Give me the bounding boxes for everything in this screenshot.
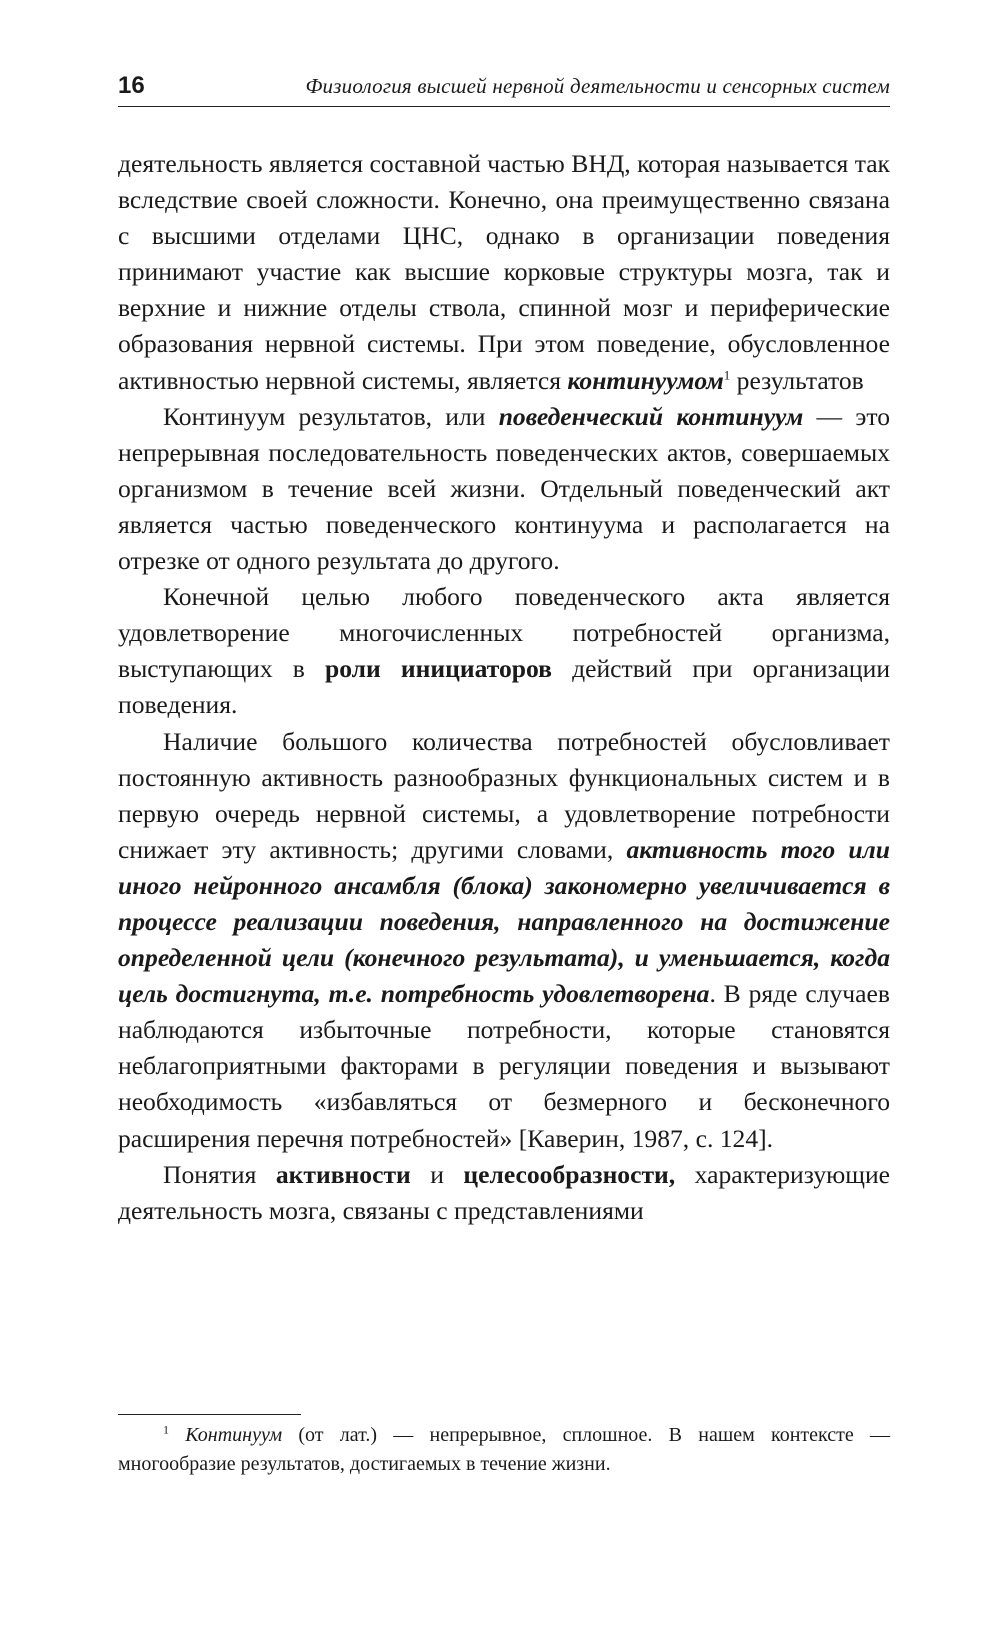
paragraph-3-tail: действий при организации поведения. — [118, 654, 891, 720]
paragraph-3-lead: Конечной целью любого поведенческого акта является удовлетворение многочисленных потребностей организма, выступающих в — [118, 582, 890, 684]
paragraph-1-text: деятельность является составной частью ВНД, которая называется так вследствие своей сложности. Конечно, она преимущественно связана с высшими отделами ЦНС, однако в организации поведения принимают участие как высшие корковые структуры мозга, так и верхние и нижние отделы ствола, спинной мозг и периферические образования нервной системы. При этом поведение, обусловленное активностью нервной системы, является — [118, 149, 890, 395]
paragraph-2 — [118, 399, 890, 579]
paragraph-2-lead: Континуум результатов, или — [163, 401, 499, 431]
paragraph-1-tail: результатов — [730, 365, 864, 395]
footnote-marker: 1 — [163, 1422, 169, 1437]
term-behavioral-continuum: поведенческий континуум — [498, 401, 804, 431]
paragraph-2-text: — это непрерывная последовательность поведенческих актов, совершаемых организмом в течение всей жизни. Отдельный поведенческий акт является частью поведенческого континуума и располагается на отрезке от одного результата до другого. — [118, 401, 891, 576]
footnote-text: (от лат.) — непрерывное, сплошное. В нашем контексте — многообразие результатов, достигаемых в течение жизни. — [118, 1424, 890, 1475]
paragraph-5 — [118, 1157, 890, 1229]
paragraph-5-tail: характеризующие деятельность мозга, связаны с представлениями — [118, 1159, 890, 1225]
paragraph-4-lead: Наличие большого количества потребностей обусловливает постоянную активность разнообразных функциональных систем и в первую очередь нервной системы, а удовлетворение потребности снижает эту активность; другими словами, — [118, 726, 890, 864]
term-activity: активности — [275, 1159, 411, 1189]
footnote — [118, 1421, 890, 1479]
footnote-reference[interactable]: 1 — [723, 367, 731, 383]
paragraph-4-emphasis: активность того или иного нейронного ансамбля (блока) закономерно увеличивается в процессе реализации поведения, направленного на достижение определенной цели (конечного результата), и уменьшается, когда цель достигнута, т.е. потребность удовлетворена — [118, 834, 890, 1009]
paragraph-3 — [118, 579, 890, 723]
paragraph-5-mid: и — [410, 1159, 464, 1189]
page-header — [118, 66, 890, 107]
footnote-term: Континуум — [185, 1424, 283, 1446]
paragraph-4 — [118, 724, 890, 1157]
main-text — [118, 146, 890, 1229]
paragraph-5-lead: Понятия — [163, 1159, 276, 1189]
term-continuum: континуумом — [567, 365, 724, 395]
page-number: 16 — [118, 72, 145, 99]
paragraph-4-tail: . В ряде случаев наблюдаются избыточные потребности, которые становятся неблагоприятными факторами в регуляции поведения и вызывают необходимость «избавляться от безмерного и бесконечного расширения перечня потребностей» [Каверин, 1987, с. 124]. — [118, 979, 890, 1153]
term-initiators: роли инициаторов — [324, 654, 552, 684]
term-expedience: целесообразности, — [463, 1159, 676, 1189]
footnote-divider — [118, 1414, 301, 1415]
running-title: Физиология высшей нервной деятельности и сенсорных систем — [305, 74, 890, 98]
paragraph-1 — [118, 146, 890, 399]
